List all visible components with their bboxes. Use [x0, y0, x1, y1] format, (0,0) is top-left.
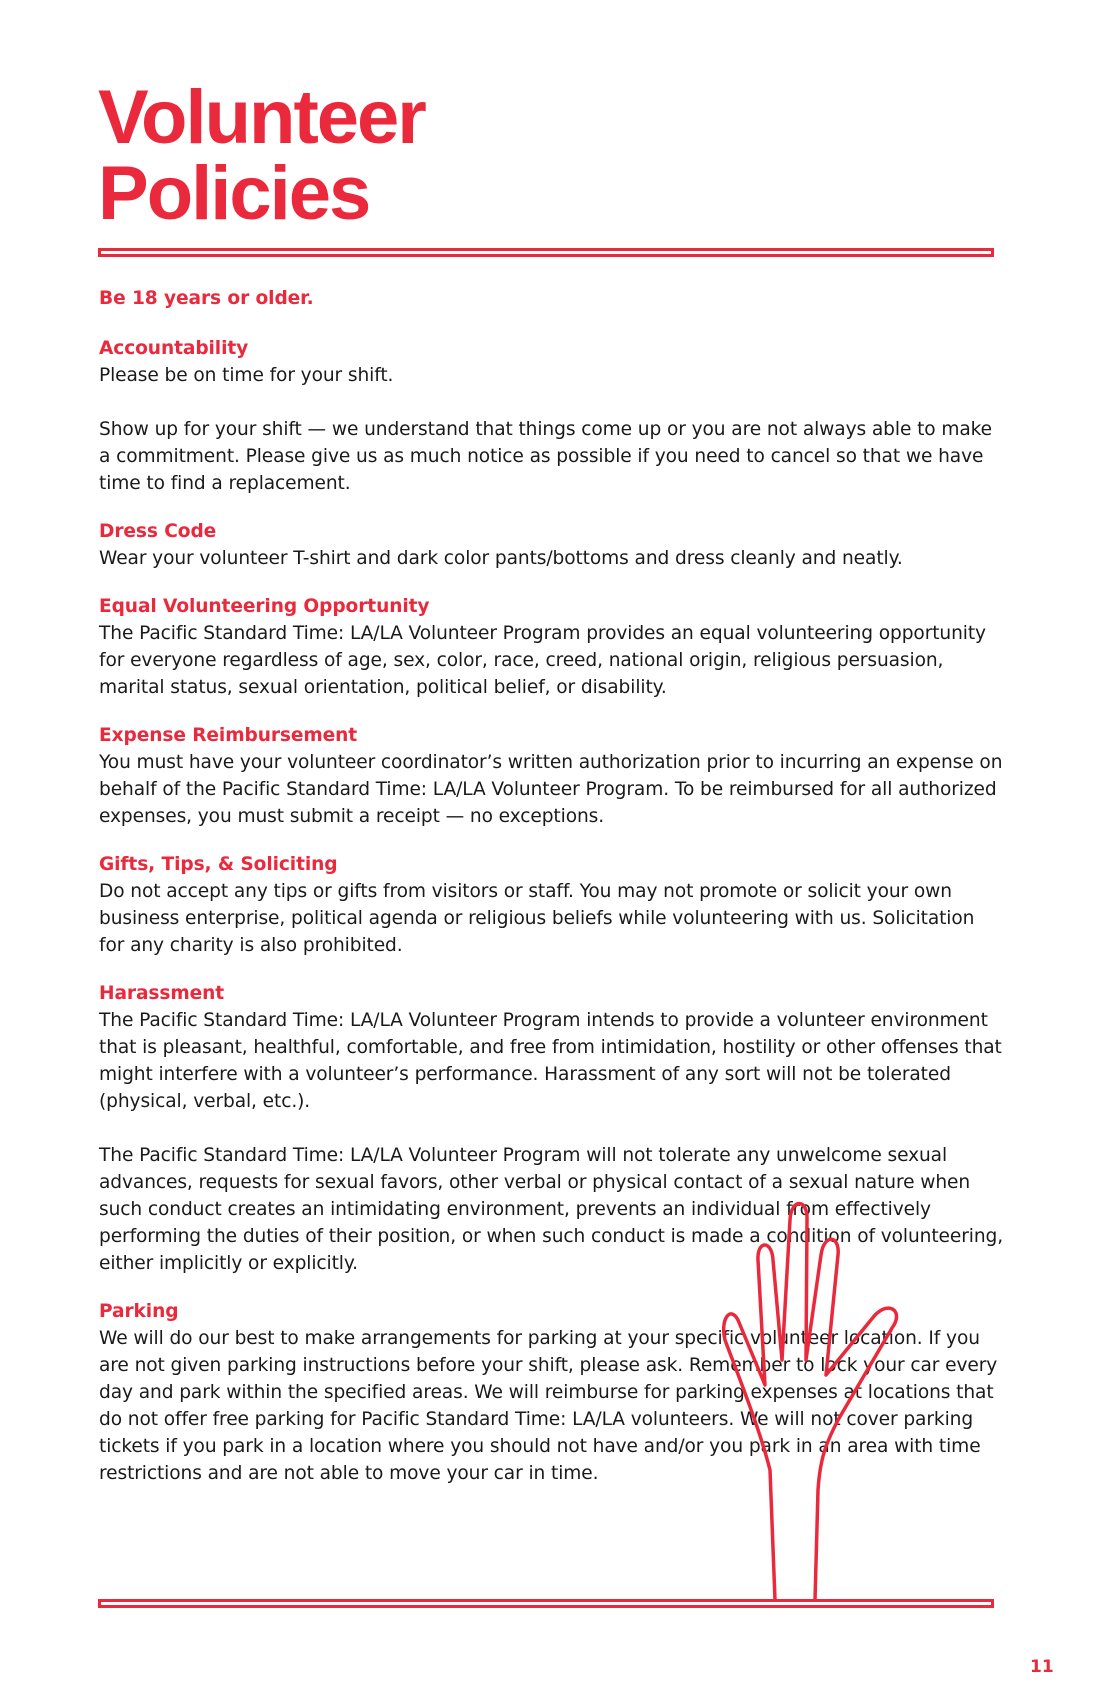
section-heading: Parking	[99, 1301, 179, 1322]
top-divider	[98, 248, 994, 257]
section-paragraph: Wear your volunteer T-shirt and dark color pants/bottoms and dress cleanly and neatly.	[99, 548, 903, 569]
section-gifts-tips-soliciting	[99, 851, 1004, 959]
section-heading: Equal Volunteering Opportunity	[99, 596, 430, 617]
section-paragraph: The Pacific Standard Time: LA/LA Volunteer Program intends to provide a volunteer environment that is pleasant, healthful, comfortable, and free from intimidation, hostility or other offenses that might interfere with a volunteer’s performance. Harassment of any sort will not be tolerated (physical, verbal, etc.).	[99, 1010, 1002, 1112]
section-dress-code	[99, 518, 1004, 572]
section-heading: Dress Code	[99, 521, 217, 542]
section-accountability	[99, 335, 1004, 497]
section-paragraph: Show up for your shift — we understand that things come up or you are not always able to make a commitment. Please give us as much notice as possible if you need to cancel so that we have time to find a replacement.	[99, 419, 993, 494]
raised-hand-icon	[720, 1200, 930, 1610]
section-expense-reimbursement	[99, 722, 1004, 830]
section-paragraph: Please be on time for your shift.	[99, 365, 394, 386]
section-paragraph: The Pacific Standard Time: LA/LA Volunteer Program provides an equal volunteering opportunity for everyone regardless of age, sex, color, race, creed, national origin, religious persuasion, marital status, sexual orientation, political belief, or disability.	[99, 623, 986, 698]
section-paragraph: You must have your volunteer coordinator’s written authorization prior to incurring an expense on behalf of the Pacific Standard Time: LA/LA Volunteer Program. To be reimbursed for all authorized expenses, you must submit a receipt — no exceptions.	[99, 752, 1003, 827]
section-equal-opportunity	[99, 593, 1004, 701]
section-heading: Gifts, Tips, & Soliciting	[99, 854, 338, 875]
page-title	[98, 75, 425, 236]
age-requirement: Be 18 years or older.	[99, 288, 314, 309]
section-paragraph: We will do our best to make arrangements for parking at your specific volunteer location. If you are not given parking instructions before your shift, please ask. Remember to lock your car every day and park within the specified areas. We will reimburse for parking expenses at locations that do not offer free parking for Pacific Standard Time: LA/LA volunteers. We will not cover parking tickets if you park in a location where you should not have and/or you park in an area with time restrictions and are not able to move your car in time.	[99, 1328, 998, 1484]
page-title-line-2: Policies	[98, 151, 370, 236]
page-title-line-1: Volunteer	[98, 75, 425, 160]
bottom-divider	[98, 1599, 994, 1608]
section-paragraph: The Pacific Standard Time: LA/LA Volunteer Program will not tolerate any unwelcome sexual advances, requests for sexual favors, other verbal or physical contact of a sexual nature when such conduct creates an intimidating environment, prevents an individual from effectively performing the duties of their position, or when such conduct is made a condition of volunteering, either implicitly or explicitly.	[99, 1145, 1004, 1274]
section-heading: Harassment	[99, 983, 225, 1004]
section-heading: Accountability	[99, 338, 249, 359]
page-number: 11	[1030, 1657, 1054, 1677]
section-heading: Expense Reimbursement	[99, 725, 358, 746]
section-paragraph: Do not accept any tips or gifts from visitors or staff. You may not promote or solicit your own business enterprise, political agenda or religious beliefs while volunteering with us. Solicitation for any charity is also prohibited.	[99, 881, 975, 956]
